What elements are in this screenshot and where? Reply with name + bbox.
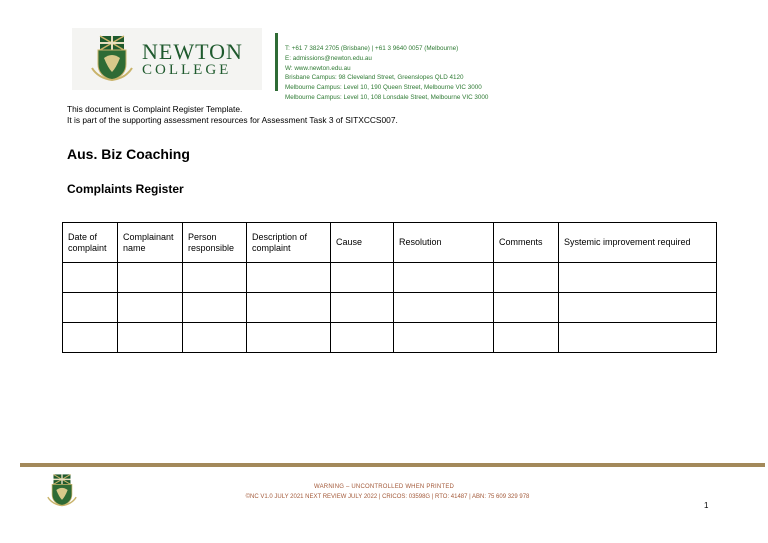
table-cell[interactable] bbox=[394, 263, 494, 293]
column-header-resolution: Resolution bbox=[394, 223, 494, 263]
column-header-person-responsible: Person responsible bbox=[183, 223, 247, 263]
column-header-cause: Cause bbox=[331, 223, 394, 263]
table-cell[interactable] bbox=[394, 323, 494, 353]
table-row bbox=[63, 263, 717, 293]
college-logo bbox=[72, 28, 262, 90]
page-number: 1 bbox=[704, 501, 709, 510]
logo-subtitle: COLLEGE bbox=[142, 62, 232, 78]
contact-phone: T: +61 7 3824 2705 (Brisbane) | +61 3 9640 0057 (Melbourne) bbox=[285, 45, 459, 52]
contact-block bbox=[285, 44, 488, 103]
table-cell[interactable] bbox=[247, 293, 331, 323]
table-cell[interactable] bbox=[559, 323, 717, 353]
table-cell[interactable] bbox=[183, 323, 247, 353]
table-cell[interactable] bbox=[494, 263, 559, 293]
header-divider bbox=[275, 33, 278, 91]
table-row bbox=[63, 293, 717, 323]
column-header-description: Description of complaint bbox=[247, 223, 331, 263]
document-subtitle: Complaints Register bbox=[67, 182, 184, 196]
intro-line-1: This document is Complaint Register Template. bbox=[67, 104, 243, 114]
table-cell[interactable] bbox=[247, 323, 331, 353]
complaints-register-table bbox=[62, 222, 717, 353]
column-header-date: Date of complaint bbox=[63, 223, 118, 263]
intro-line-2: It is part of the supporting assessment resources for Assessment Task 3 of SITXCCS007. bbox=[67, 114, 398, 125]
table-cell[interactable] bbox=[331, 323, 394, 353]
table-cell[interactable] bbox=[118, 293, 183, 323]
table-cell[interactable] bbox=[183, 293, 247, 323]
table-cell[interactable] bbox=[247, 263, 331, 293]
table-cell[interactable] bbox=[183, 263, 247, 293]
contact-melbourne-campus-1: Melbourne Campus: Level 10, 190 Queen Street, Melbourne VIC 3000 bbox=[285, 84, 482, 92]
document-title: Aus. Biz Coaching bbox=[67, 146, 190, 162]
intro-text bbox=[67, 104, 398, 125]
column-header-comments: Comments bbox=[494, 223, 559, 263]
table-cell[interactable] bbox=[63, 323, 118, 353]
footer-meta: ©NC V1.0 JULY 2021 NEXT REVIEW JULY 2022 | CRICOS: 03598G | RTO: 41487 | ABN: 75 609 329 978 bbox=[245, 494, 530, 500]
contact-brisbane-campus: Brisbane Campus: 98 Cleveland Street, Greenslopes QLD 4120 bbox=[285, 74, 464, 82]
table-cell[interactable] bbox=[394, 293, 494, 323]
crest-icon bbox=[90, 34, 134, 82]
table-cell[interactable] bbox=[494, 323, 559, 353]
footer-warning: WARNING – UNCONTROLLED WHEN PRINTED bbox=[313, 484, 455, 490]
table-row bbox=[63, 323, 717, 353]
contact-melbourne-campus-2: Melbourne Campus: Level 10, 108 Lonsdale Street, Melbourne VIC 3000 bbox=[285, 93, 489, 101]
logo-name: NEWTON bbox=[142, 39, 243, 64]
table-cell[interactable] bbox=[559, 263, 717, 293]
table-cell[interactable] bbox=[331, 263, 394, 293]
table-cell[interactable] bbox=[63, 293, 118, 323]
column-header-systemic-improvement: Systemic improvement required bbox=[559, 223, 717, 263]
table-cell[interactable] bbox=[559, 293, 717, 323]
column-header-complainant: Complainant name bbox=[118, 223, 183, 263]
table-cell[interactable] bbox=[63, 263, 118, 293]
table-cell[interactable] bbox=[118, 263, 183, 293]
table-cell[interactable] bbox=[494, 293, 559, 323]
table-header-row bbox=[63, 223, 717, 263]
contact-website: W: www.newton.edu.au bbox=[285, 64, 351, 72]
footer-divider bbox=[20, 463, 765, 467]
table-cell[interactable] bbox=[118, 323, 183, 353]
table-cell[interactable] bbox=[331, 293, 394, 323]
contact-email: E: admissions@newton.edu.au bbox=[285, 54, 372, 62]
crest-icon bbox=[45, 473, 79, 507]
